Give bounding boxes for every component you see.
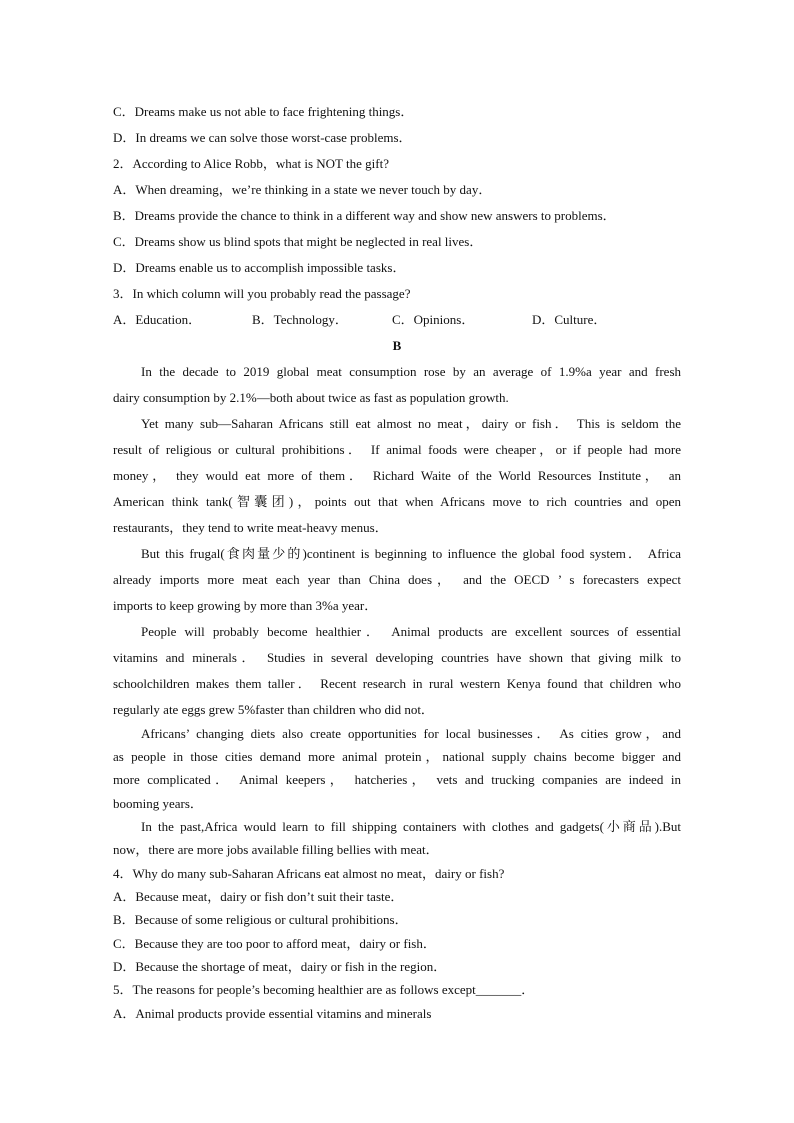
passage-line: Yet many sub—Saharan Africans still eat almost no meat，dairy or fish． This is seldom the — [141, 416, 681, 431]
passage-line: money， they would eat more of them． Richard Waite of the World Resources Institute， an — [113, 468, 681, 483]
q5-option-a: A．Animal products provide essential vitamins and minerals — [113, 1006, 432, 1021]
q4-option-b: B．Because of some religious or cultural prohibitions． — [113, 912, 408, 927]
q2-option-a: A．When dreaming，we’re thinking in a state we never touch by day． — [113, 182, 492, 197]
q4-option-a: A．Because meat，dairy or fish don’t suit their taste． — [113, 889, 404, 904]
q3-stem: 3．In which column will you probably read the passage? — [113, 286, 411, 301]
passage-line: Africans’ changing diets also create opportunities for local businesses． As cities grow，and — [141, 726, 681, 741]
q2-stem: 2．According to Alice Robb，what is NOT the gift? — [113, 156, 389, 171]
q1-option-c: C．Dreams make us not able to face frightening things． — [113, 104, 414, 119]
passage-line: dairy consumption by 2.1%—both about twice as fast as population growth. — [113, 390, 509, 405]
q3-option-c: C．Opinions． — [392, 312, 475, 327]
section-heading: B — [392, 338, 402, 353]
q4-option-c: C．Because they are too poor to afford meat，dairy or fish． — [113, 936, 436, 951]
q1-option-d: D．In dreams we can solve those worst-case problems． — [113, 130, 412, 145]
q5-stem: 5．The reasons for people’s becoming healthier are as follows except_______． — [113, 982, 535, 997]
passage-line: already imports more meat each year than China does， and the OECD ’ s forecasters expect — [113, 572, 681, 587]
passage-line: restaurants，they tend to write meat-heavy menus． — [113, 520, 388, 535]
passage-line: imports to keep growing by more than 3%a year． — [113, 598, 378, 613]
passage-line: schoolchildren makes them taller． Recent research in rural western Kenya found that children who — [113, 676, 681, 691]
passage-line: booming years． — [113, 796, 203, 811]
passage-line: In the decade to 2019 global meat consumption rose by an average of 1.9%a year and fresh — [141, 364, 681, 379]
q4-option-d: D．Because the shortage of meat，dairy or fish in the region． — [113, 959, 447, 974]
q2-option-d: D．Dreams enable us to accomplish impossible tasks． — [113, 260, 406, 275]
passage-line: In the past,Africa would learn to fill shipping containers with clothes and gadgets(小商品).But — [141, 819, 681, 834]
q4-stem: 4．Why do many sub-Saharan Africans eat almost no meat，dairy or fish? — [113, 866, 505, 881]
passage-line: People will probably become healthier． Animal products are excellent sources of essential — [141, 624, 681, 639]
q3-option-d: D．Culture． — [532, 312, 607, 327]
passage-line: result of religious or cultural prohibitions． If animal foods were cheaper，or if people had more — [113, 442, 681, 457]
q2-option-c: C．Dreams show us blind spots that might be neglected in real lives． — [113, 234, 483, 249]
q2-option-b: B．Dreams provide the chance to think in a different way and show new answers to problems． — [113, 208, 616, 223]
q3-option-b: B．Technology． — [252, 312, 348, 327]
passage-line: vitamins and minerals． Studies in several developing countries have shown that giving milk to — [113, 650, 681, 665]
passage-line: regularly ate eggs grew 5%faster than children who did not． — [113, 702, 434, 717]
passage-line: But this frugal(食肉量少的)continent is beginning to influence the global food system． Africa — [141, 546, 681, 561]
passage-line: now，there are more jobs available filling bellies with meat． — [113, 842, 439, 857]
passage-line: as people in those cities demand more animal protein，national supply chains become bigger and — [113, 749, 681, 764]
q3-option-a: A．Education． — [113, 312, 202, 327]
passage-line: more complicated． Animal keepers， hatcheries， vets and trucking companies are indeed in — [113, 772, 681, 787]
passage-line: American think tank(智囊团)，points out that when Africans move to rich countries and open — [113, 494, 681, 509]
